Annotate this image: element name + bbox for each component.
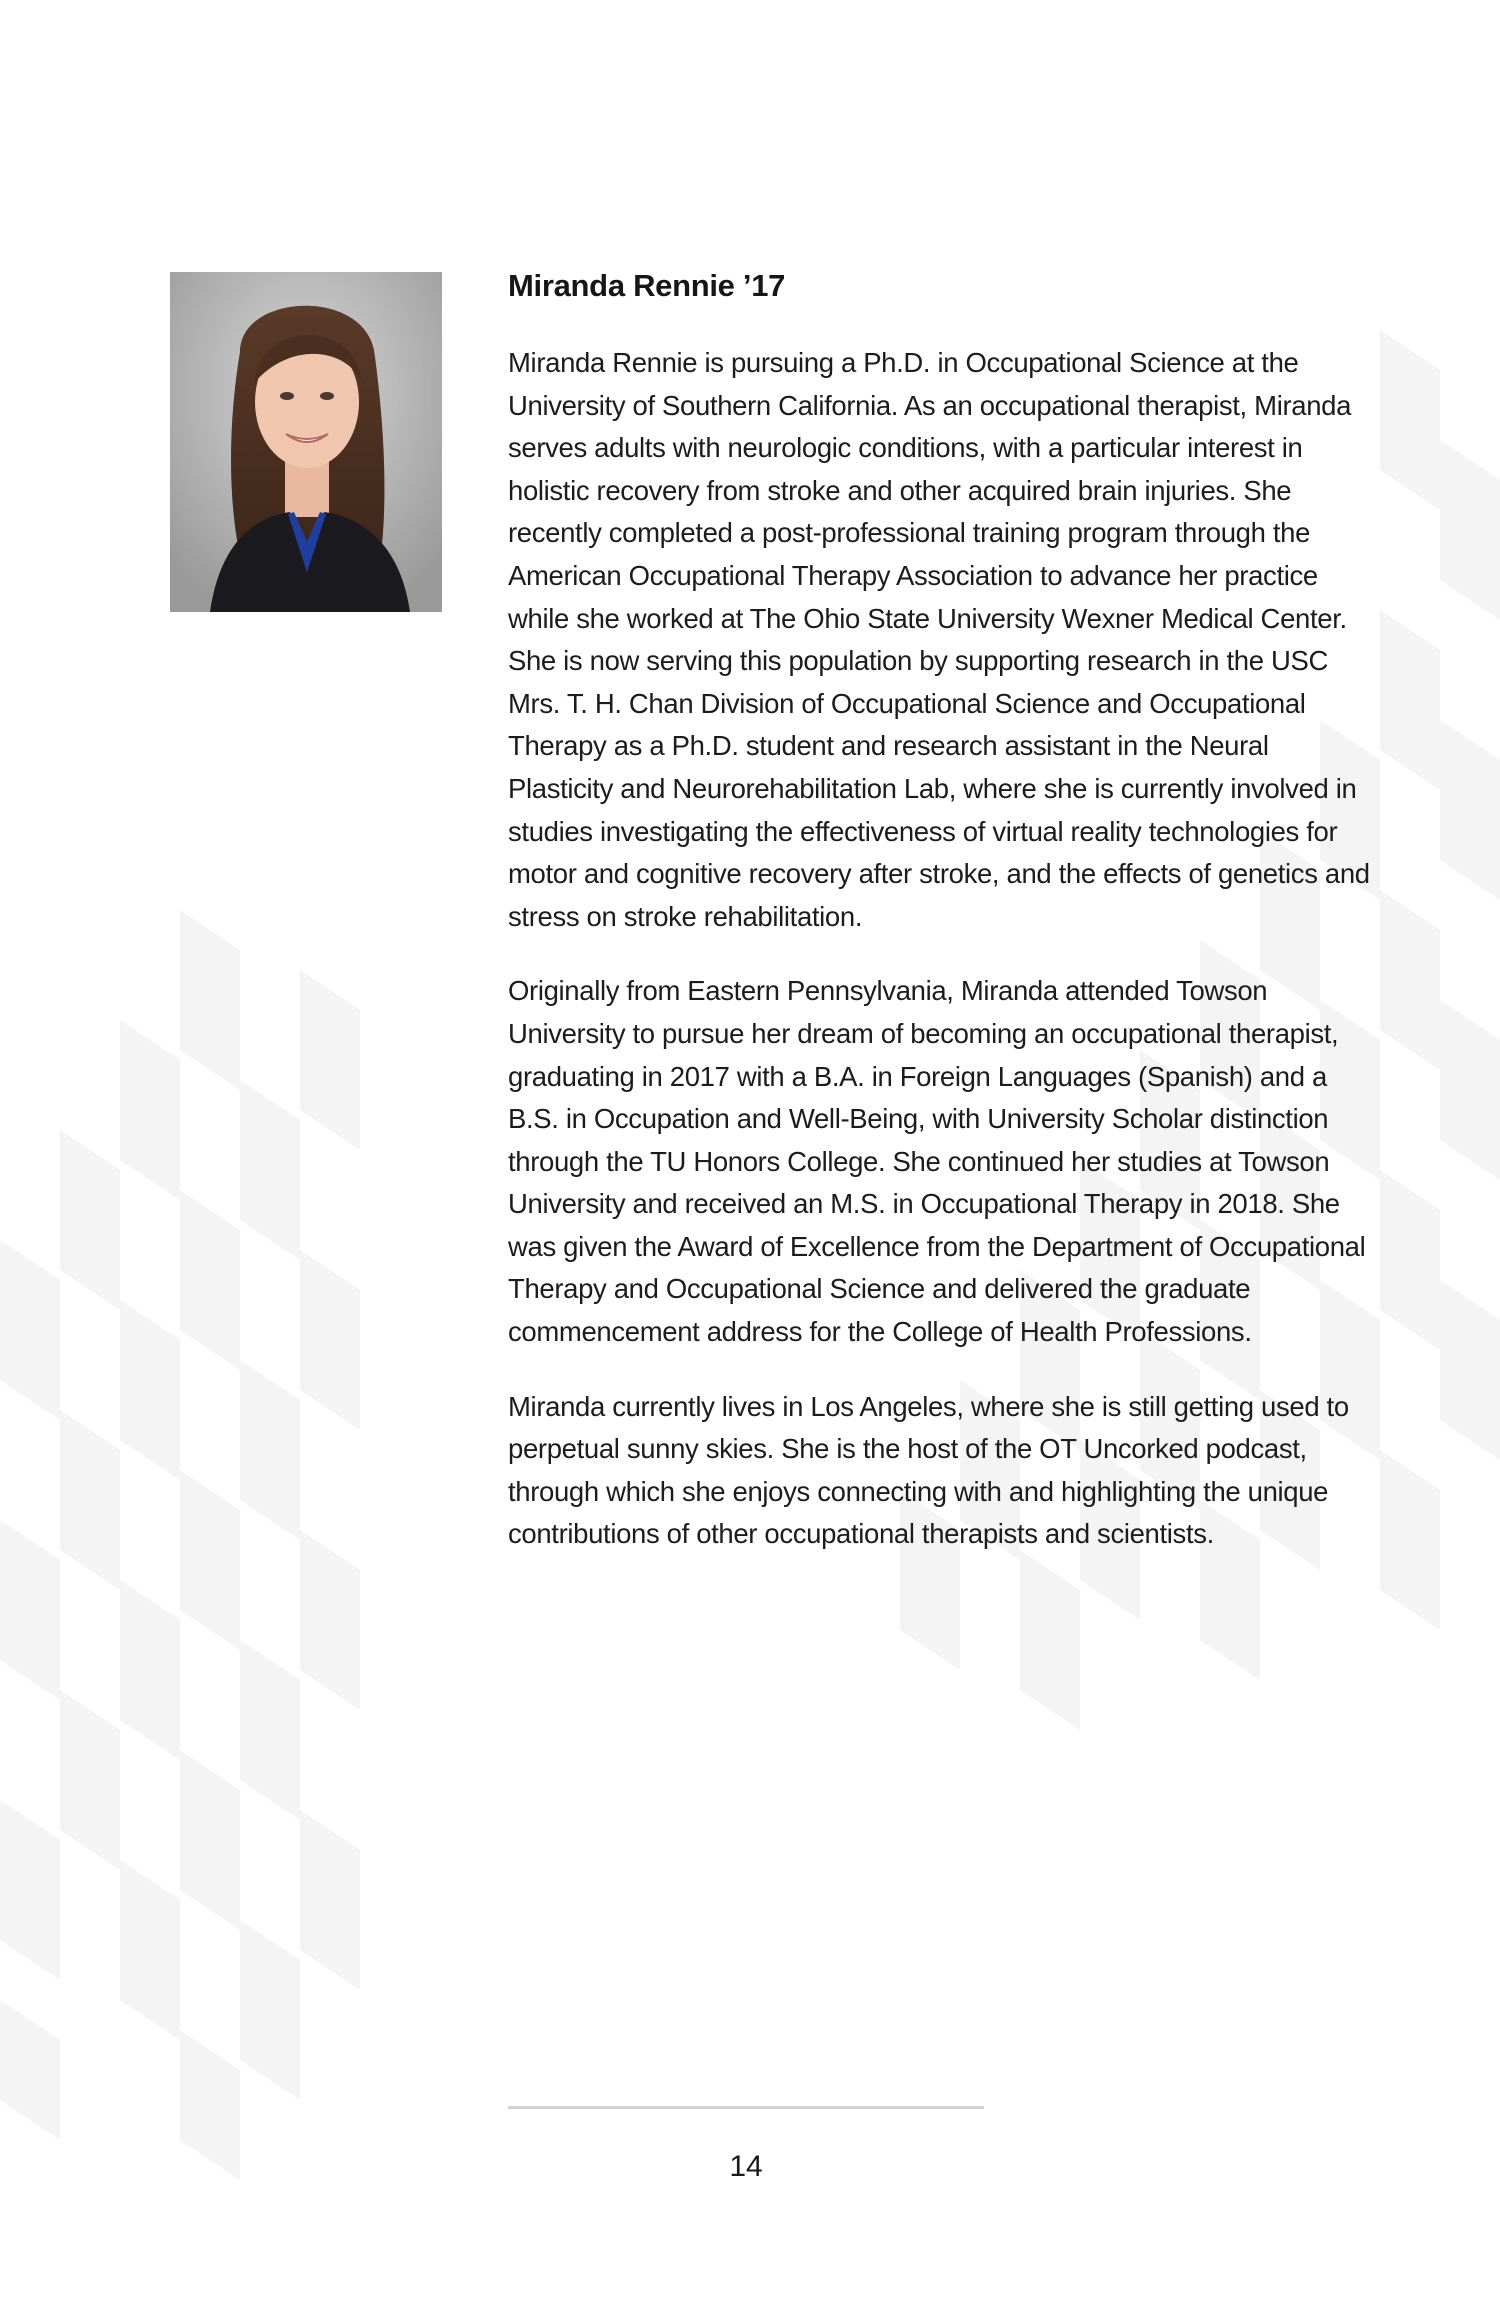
portrait-photo xyxy=(170,272,442,612)
bio-paragraph-3: Miranda currently lives in Los Angeles, where she is still getting used to perpetual sunny skies. She is the host of the OT Uncorked podcast, through which she enjoys connecting with and highlighting the unique contributions of other occupational therapists and scientists. xyxy=(508,1390,1349,1550)
profile-name: Miranda Rennie ’17 xyxy=(508,268,786,303)
page-number: 14 xyxy=(729,2150,763,2183)
bio-paragraph-2: Originally from Eastern Pennsylvania, Miranda attended Towson University to pursue her dream of becoming an occupational therapist, graduating in 2017 with a B.A. in Foreign Languages (Spanish) and a B.S. in Occupation and Well-Being, with University Scholar distinction through the TU Honors College. She continued her studies at Towson University and received an M.S. in Occupational Therapy in 2018. She was given the Award of Excellence from the Department of Occupational Therapy and Occupational Science and delivered the graduate commencement address for the College of Health Professions. xyxy=(508,975,1366,1348)
bio-section xyxy=(508,268,1378,1588)
bio-paragraph-1: Miranda Rennie is pursuing a Ph.D. in Occupational Science at the University of Southern California. As an occupational therapist, Miranda serves adults with neurologic conditions, with a particular interest in holistic recovery from stroke and other acquired brain injuries. She recently completed a post-professional training program through the American Occupational Therapy Association to advance her practice while she worked at The Ohio State University Wexner Medical Center. She is now serving this population by supporting research in the USC Mrs. T. H. Chan Division of Occupational Science and Occupational Therapy as a Ph.D. student and research assistant in the Neural Plasticity and Neurorehabilitation Lab, where she is currently involved in studies investigating the effectiveness of virtual reality technologies for motor and cognitive recovery after stroke, and the effects of genetics and stress on stroke rehabilitation. xyxy=(508,347,1370,932)
footer-divider xyxy=(508,2106,984,2109)
